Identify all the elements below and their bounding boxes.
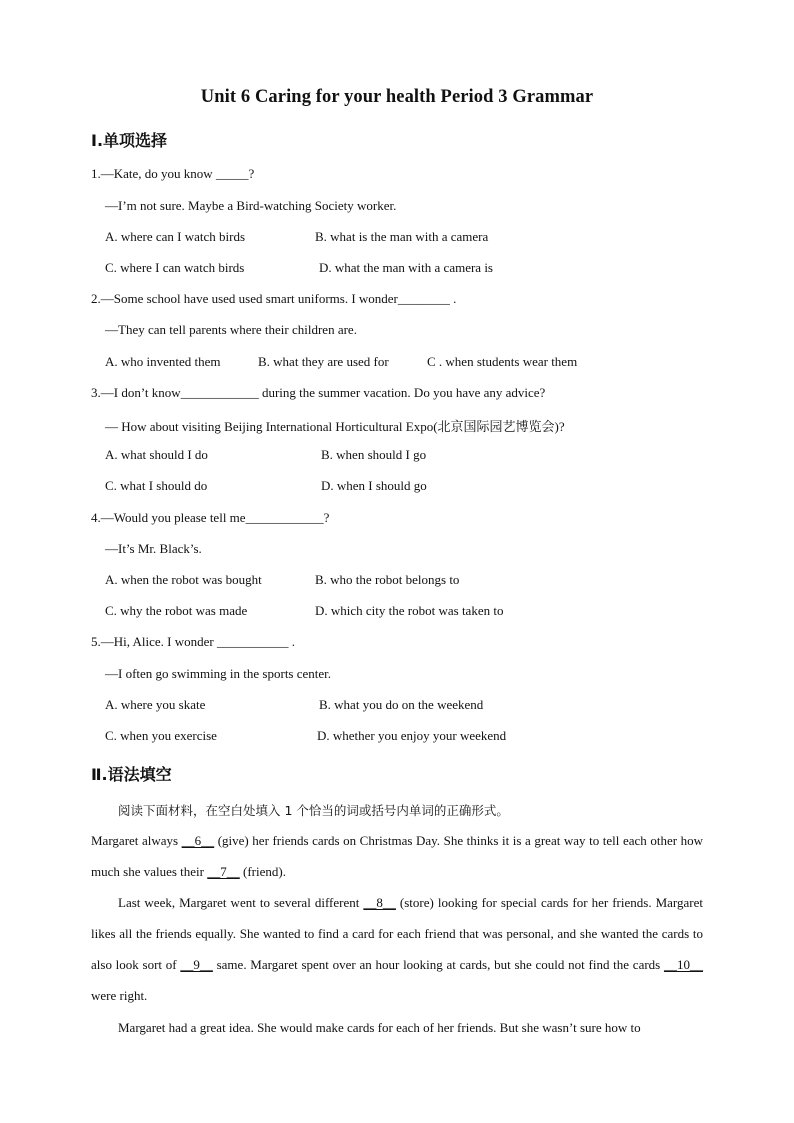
passage-blank-7: __7__ — [207, 864, 240, 879]
question-3-option-b: B. when should I go — [321, 447, 427, 462]
question-2-option-a: A. who invented them — [105, 354, 221, 369]
question-1-option-c: C. where I can watch birds — [105, 260, 245, 275]
question-3-option-c: C. what I should do — [105, 478, 208, 493]
passage-blank-8: __8__ — [363, 895, 396, 910]
section-1-title: 单项选择 — [103, 131, 168, 150]
page-title: Unit 6 Caring for your health Period 3 Grammar — [200, 87, 594, 107]
section-2-instruction: 阅读下面材料，在空白处填入 1 个恰当的词或括号内单词的正确形式。 — [118, 803, 509, 818]
question-4-option-a: A. when the robot was bought — [105, 572, 262, 587]
passage-blank-10: __10__ — [663, 957, 703, 972]
question-1-option-a: A. where can I watch birds — [105, 229, 246, 244]
question-1-prompt: 1.—Kate, do you know _____? — [91, 166, 255, 181]
question-3-reply: — How about visiting Beijing International Horticultural Expo(北京国际园艺博览会)? — [105, 419, 565, 434]
answer-blank: _____ — [215, 166, 249, 181]
question-2-option-c: C . when students wear them — [427, 354, 578, 369]
answer-blank: ____________ — [180, 385, 259, 400]
answer-blank: ____________ — [245, 510, 324, 525]
question-5-option-d: D. whether you enjoy your weekend — [317, 728, 507, 743]
question-5-prompt: 5.—Hi, Alice. I wonder ___________ . — [91, 634, 296, 649]
answer-blank: ________ — [397, 291, 450, 306]
question-5-reply: —I often go swimming in the sports center. — [105, 666, 332, 681]
question-4-prompt: 4.—Would you please tell me____________? — [91, 510, 330, 525]
question-4-option-b: B. who the robot belongs to — [315, 572, 460, 587]
question-5-option-a: A. where you skate — [105, 697, 206, 712]
question-4-option-c: C. why the robot was made — [105, 603, 248, 618]
passage-paragraph-3: Margaret had a great idea. She would make cards for each of her friends. But she wasn’t sure how to — [118, 1020, 641, 1035]
question-3-option-a: A. what should I do — [105, 447, 208, 462]
question-3-option-d: D. when I should go — [321, 478, 427, 493]
question-1-option-b: B. what is the man with a camera — [315, 229, 489, 244]
question-1-option-d: D. what the man with a camera is — [319, 260, 493, 275]
passage-blank-9: __9__ — [180, 957, 213, 972]
passage-paragraph-2: Last week, Margaret went to several different __8__ (store) looking for special cards for her friends. Margaret likes all the friends equally. She wanted to find a card for each friend that was personal, and she wanted the cards to also look sort of __9__ same. Margaret spent over an hour looking at cards, but she could not find the cards __10__ were right. — [91, 895, 703, 1003]
section-2-title: 语法填空 — [107, 765, 172, 784]
section-1-heading — [91, 128, 167, 151]
section-1-numeral: Ⅰ. — [91, 131, 104, 150]
section-2-heading — [91, 762, 172, 785]
passage-paragraph-1: Margaret always __6__ (give) her friends cards on Christmas Day. She thinks it is a great way to tell each other how much she values their __7__ (friend). — [91, 833, 703, 879]
question-4-option-d: D. which city the robot was taken to — [315, 603, 504, 618]
question-2-reply: —They can tell parents where their children are. — [105, 322, 357, 337]
question-3-prompt: 3.—I don’t know____________ during the summer vacation. Do you have any advice? — [91, 385, 546, 400]
question-1-reply: —I’m not sure. Maybe a Bird-watching Society worker. — [105, 198, 397, 213]
question-5-option-b: B. what you do on the weekend — [319, 697, 484, 712]
question-4-reply: —It’s Mr. Black’s. — [105, 541, 202, 556]
passage-blank-6: __6__ — [181, 833, 215, 848]
question-5-option-c: C. when you exercise — [105, 728, 217, 743]
question-2-prompt: 2.—Some school have used used smart uniforms. I wonder________ . — [91, 291, 457, 306]
question-2-option-b: B. what they are used for — [258, 354, 389, 369]
answer-blank: ___________ — [217, 634, 289, 649]
section-2-numeral: Ⅱ. — [91, 765, 108, 784]
